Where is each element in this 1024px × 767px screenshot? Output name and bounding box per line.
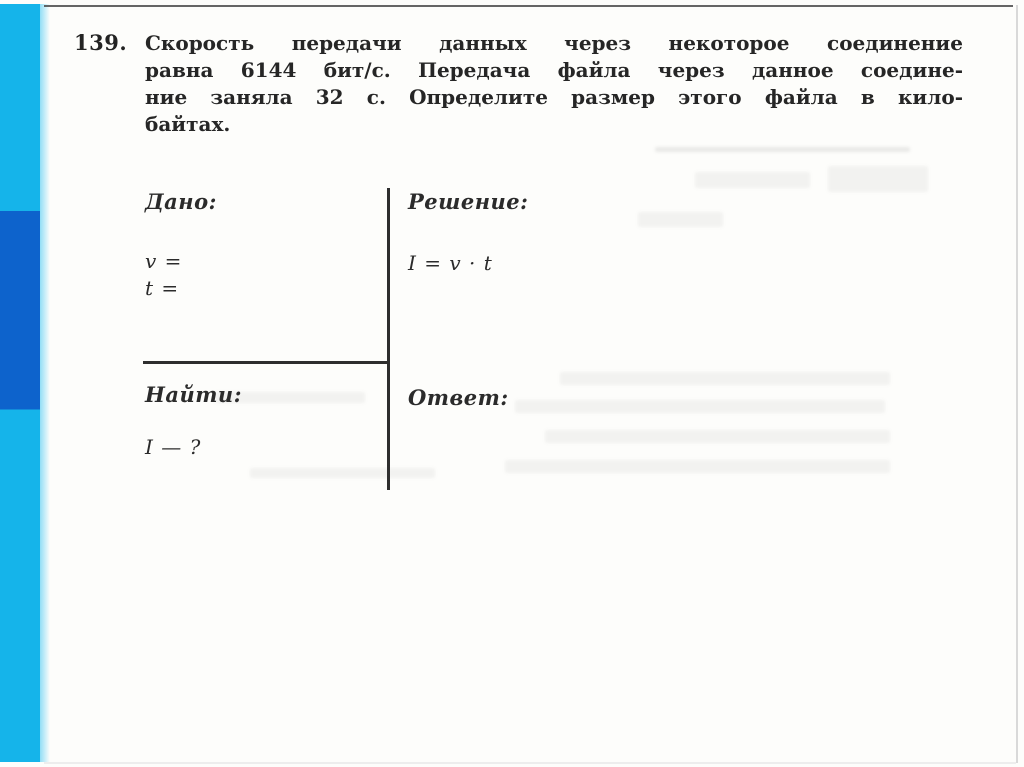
given-item-t: t = [145,276,180,300]
problem-statement [145,30,963,138]
ghost-text-artifact [505,460,890,473]
ghost-text-artifact [560,372,890,385]
solution-formula: I = v · t [408,251,493,275]
solution-label: Решение: [408,189,529,214]
problem-number: 139. [74,30,128,55]
left-accent-bar [0,4,40,762]
ghost-text-artifact [250,468,435,478]
ghost-text-artifact [545,430,890,443]
problem-line-2: равна 6144 бит/с. Передача файла через данное соедине- [145,58,963,82]
ghost-text-artifact [655,147,910,152]
worksheet-vertical-divider [387,188,390,490]
find-label: Найти: [145,382,242,407]
ghost-text-artifact [215,392,365,403]
problem-line-4: байтах. [145,112,231,136]
slide-top-border [44,5,1013,7]
problem-line-3: ние заняла 32 с. Определите размер этого файла в кило- [145,85,963,109]
ghost-text-artifact [695,172,810,188]
answer-label: Ответ: [408,385,509,410]
given-label: Дано: [145,189,217,214]
ghost-text-artifact [828,166,928,192]
left-accent-bar-fade [40,4,50,762]
ghost-text-artifact [515,400,885,413]
worksheet-horizontal-divider [143,361,389,364]
given-item-v: v = [145,249,183,273]
ghost-text-artifact [638,212,723,227]
slide-right-border [1016,5,1018,763]
slide-bottom-border [44,762,1016,764]
find-formula: I — ? [145,435,202,459]
problem-line-1: Скорость передачи данных через некоторое соединение [145,31,963,55]
